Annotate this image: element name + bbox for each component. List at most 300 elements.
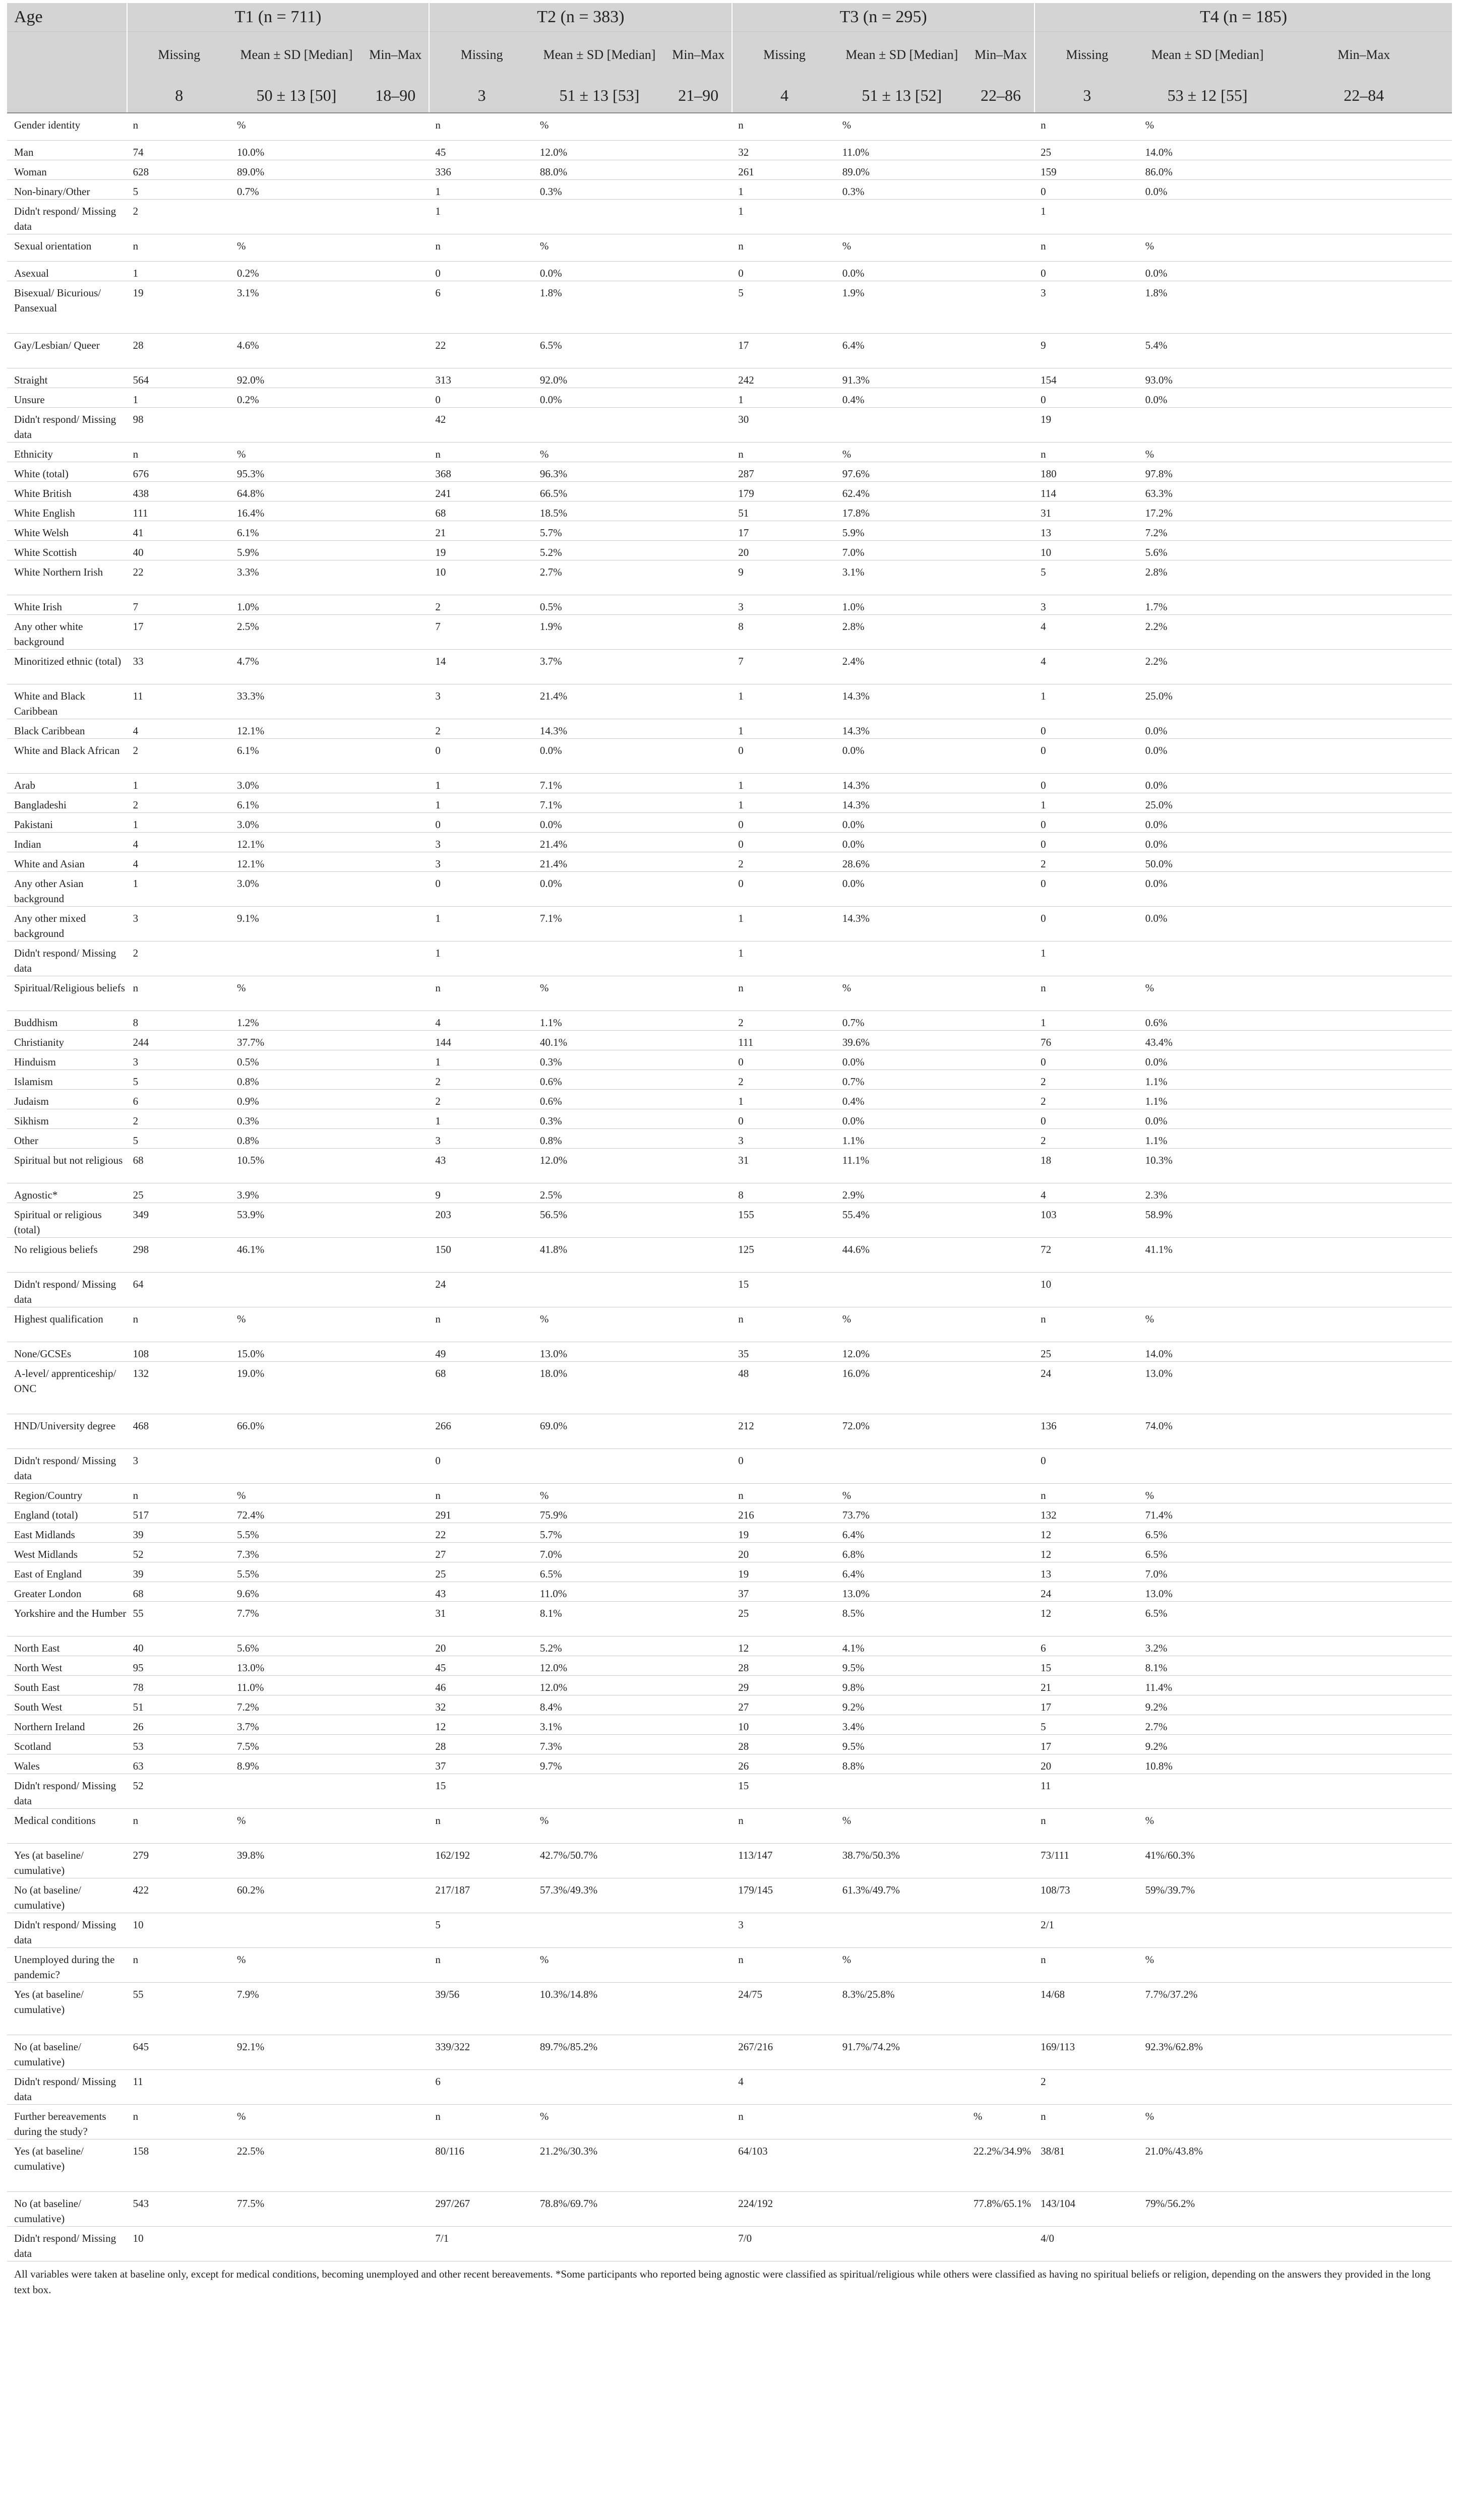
row-label: Spiritual but not religious: [7, 1148, 127, 1183]
table-cell: 1.0%: [836, 595, 967, 614]
table-cell: 0.0%: [1139, 1050, 1276, 1069]
table-cell: [967, 1562, 1035, 1582]
table-cell: 14/68: [1035, 1982, 1139, 2035]
table-row: [7, 1947, 1452, 1982]
table-row: [7, 614, 1452, 649]
table-cell: [1275, 1715, 1452, 1734]
table-cell: 25: [1035, 140, 1139, 160]
table-cell: [665, 2035, 732, 2069]
row-label: No (at baseline/ cumulative): [7, 2191, 127, 2226]
row-label: White Irish: [7, 595, 127, 614]
table-row: [7, 871, 1452, 906]
table-cell: [1275, 649, 1452, 684]
table-cell: 108: [127, 1342, 231, 1361]
table-cell: [967, 1542, 1035, 1562]
table-cell: n: [732, 1947, 836, 1982]
table-row: [7, 1656, 1452, 1675]
table-cell: 0.3%: [231, 1109, 362, 1128]
table-cell: [362, 407, 429, 442]
table-cell: 150: [429, 1237, 533, 1272]
row-label: No religious beliefs: [7, 1237, 127, 1272]
table-cell: 78: [127, 1675, 231, 1695]
table-cell: n: [732, 1808, 836, 1843]
table-cell: 1: [1035, 199, 1139, 234]
table-cell: 0: [1035, 1050, 1139, 1069]
table-row: [7, 1414, 1452, 1448]
table-cell: 1: [732, 719, 836, 738]
table-cell: 0.3%: [534, 1109, 665, 1128]
group-header-t4: T4 (n = 185): [1035, 3, 1452, 32]
table-cell: 0: [732, 871, 836, 906]
table-cell: 9.8%: [836, 1675, 967, 1695]
table-cell: 0: [732, 832, 836, 852]
table-cell: 12: [1035, 1601, 1139, 1636]
table-cell: 0.7%: [836, 1069, 967, 1089]
table-cell: [665, 2139, 732, 2191]
table-cell: 5: [127, 1128, 231, 1148]
table-cell: 7.1%: [534, 793, 665, 812]
table-cell: 3: [429, 852, 533, 871]
table-cell: [362, 1878, 429, 1913]
table-cell: 1: [429, 793, 533, 812]
table-cell: 7.2%: [231, 1695, 362, 1715]
table-cell: [665, 793, 732, 812]
table-cell: %: [1139, 234, 1276, 261]
table-cell: 92.3%/62.8%: [1139, 2035, 1276, 2069]
table-cell: [665, 1089, 732, 1109]
row-label: Islamism: [7, 1069, 127, 1089]
table-cell: 98: [127, 407, 231, 442]
minmax-header: Min–Max: [665, 32, 732, 79]
table-cell: 41%/60.3%: [1139, 1843, 1276, 1878]
table-cell: 1: [429, 941, 533, 976]
table-cell: [836, 2069, 967, 2104]
table-cell: 3.4%: [836, 1715, 967, 1734]
table-row: [7, 1843, 1452, 1878]
table-row: [7, 521, 1452, 540]
blank-header-cell: [7, 78, 127, 113]
table-cell: [1275, 1843, 1452, 1878]
table-cell: [362, 595, 429, 614]
table-cell: 2/1: [1035, 1913, 1139, 1947]
row-label: Agnostic*: [7, 1183, 127, 1203]
table-cell: [362, 160, 429, 179]
table-cell: [1275, 1069, 1452, 1089]
table-cell: 2: [732, 1069, 836, 1089]
table-cell: 64/103: [732, 2139, 836, 2191]
table-cell: 21.2%/30.3%: [534, 2139, 665, 2191]
table-cell: 179: [732, 481, 836, 501]
age-mean-t1: 50 ± 13 [50]: [231, 78, 362, 113]
table-cell: 224/192: [732, 2191, 836, 2226]
table-cell: 52: [127, 1774, 231, 1808]
table-cell: 0: [1035, 719, 1139, 738]
table-cell: 15: [429, 1774, 533, 1808]
table-row: [7, 1089, 1452, 1109]
table-cell: 179/145: [732, 1878, 836, 1913]
table-cell: [1139, 2226, 1276, 2261]
table-cell: 1.8%: [1139, 281, 1276, 333]
table-cell: [1275, 871, 1452, 906]
table-cell: 73.7%: [836, 1503, 967, 1523]
table-cell: [967, 1947, 1035, 1982]
table-cell: 2: [127, 793, 231, 812]
table-cell: 543: [127, 2191, 231, 2226]
table-cell: 159: [1035, 160, 1139, 179]
table-cell: [534, 2226, 665, 2261]
row-label: Minoritized ethnic (total): [7, 649, 127, 684]
table-cell: [665, 1695, 732, 1715]
table-cell: 2.8%: [1139, 560, 1276, 595]
table-cell: [1275, 388, 1452, 407]
table-cell: n: [732, 2104, 836, 2139]
table-cell: [1275, 333, 1452, 368]
table-cell: [665, 2104, 732, 2139]
table-cell: 266: [429, 1414, 533, 1448]
table-cell: 155: [732, 1203, 836, 1237]
table-cell: [1275, 1203, 1452, 1237]
table-cell: 0.7%: [231, 179, 362, 199]
table-cell: 6: [429, 281, 533, 333]
row-label: East of England: [7, 1562, 127, 1582]
table-cell: [665, 407, 732, 442]
table-cell: 11: [1035, 1774, 1139, 1808]
table-cell: 7: [429, 614, 533, 649]
table-cell: [1275, 1562, 1452, 1582]
table-cell: [1139, 1913, 1276, 1947]
table-cell: 0.0%: [1139, 388, 1276, 407]
table-cell: 5.7%: [534, 1523, 665, 1542]
row-label: Region/Country: [7, 1483, 127, 1503]
table-cell: [967, 2069, 1035, 2104]
table-cell: [967, 852, 1035, 871]
row-label: Non-binary/Other: [7, 179, 127, 199]
table-cell: [967, 1183, 1035, 1203]
table-cell: [665, 1203, 732, 1237]
table-cell: n: [127, 234, 231, 261]
table-cell: 5: [1035, 560, 1139, 595]
table-cell: [967, 199, 1035, 234]
table-cell: [362, 1601, 429, 1636]
table-cell: [362, 906, 429, 941]
table-cell: 0.0%: [534, 812, 665, 832]
row-label: Further bereavements during the study?: [7, 2104, 127, 2139]
table-cell: [534, 199, 665, 234]
table-cell: [362, 1050, 429, 1069]
table-cell: [665, 1523, 732, 1542]
table-row: [7, 976, 1452, 1011]
table-cell: 7.0%: [1139, 1562, 1276, 1582]
table-cell: [362, 738, 429, 773]
table-cell: 2.7%: [1139, 1715, 1276, 1734]
table-cell: 0: [1035, 179, 1139, 199]
table-cell: [665, 1069, 732, 1089]
table-cell: 13.0%: [1139, 1582, 1276, 1601]
table-cell: [1275, 540, 1452, 560]
table-cell: 1: [1035, 684, 1139, 719]
table-cell: 0: [429, 261, 533, 281]
table-cell: 17: [1035, 1734, 1139, 1754]
table-cell: [967, 1808, 1035, 1843]
table-cell: [362, 462, 429, 481]
table-cell: 86.0%: [1139, 160, 1276, 179]
table-cell: [665, 832, 732, 852]
table-cell: 2: [429, 1069, 533, 1089]
table-cell: 5.9%: [231, 540, 362, 560]
row-label: Didn't respond/ Missing data: [7, 1448, 127, 1483]
table-cell: [1139, 1448, 1276, 1483]
table-cell: 0: [429, 738, 533, 773]
row-label: Other: [7, 1128, 127, 1148]
table-cell: 3: [732, 1128, 836, 1148]
age-missing-t3: 4: [732, 78, 836, 113]
table-cell: [967, 1307, 1035, 1342]
age-range-t1: 18–90: [362, 78, 429, 113]
table-cell: 64.8%: [231, 481, 362, 501]
row-label: Any other white background: [7, 614, 127, 649]
table-cell: [665, 540, 732, 560]
table-cell: [967, 1483, 1035, 1503]
table-cell: 11: [127, 684, 231, 719]
table-cell: [665, 1050, 732, 1069]
table-row: [7, 1734, 1452, 1754]
table-cell: [967, 1636, 1035, 1656]
table-cell: n: [1035, 1947, 1139, 1982]
table-cell: [665, 1542, 732, 1562]
blank-header-cell: [7, 32, 127, 79]
table-cell: [362, 684, 429, 719]
table-cell: 7.3%: [534, 1734, 665, 1754]
missing-header: Missing: [732, 32, 836, 79]
row-label: White and Black African: [7, 738, 127, 773]
table-cell: [362, 1542, 429, 1562]
table-cell: 12.1%: [231, 852, 362, 871]
table-row: [7, 684, 1452, 719]
table-cell: n: [429, 1947, 533, 1982]
row-label: Bangladeshi: [7, 793, 127, 812]
table-cell: 0: [732, 812, 836, 832]
table-cell: [1275, 1913, 1452, 1947]
row-label: Sikhism: [7, 1109, 127, 1128]
table-cell: 12: [1035, 1523, 1139, 1542]
row-label: Didn't respond/ Missing data: [7, 1913, 127, 1947]
table-cell: [1275, 1982, 1452, 2035]
table-cell: [1275, 684, 1452, 719]
table-cell: %: [1139, 1947, 1276, 1982]
table-cell: n: [127, 1307, 231, 1342]
table-cell: [231, 407, 362, 442]
table-cell: 2: [127, 941, 231, 976]
table-cell: [665, 595, 732, 614]
table-cell: [665, 368, 732, 388]
table-cell: [665, 481, 732, 501]
table-cell: 15: [732, 1272, 836, 1307]
table-cell: [1275, 2139, 1452, 2191]
table-cell: 11.0%: [534, 1582, 665, 1601]
table-cell: 4: [429, 1011, 533, 1030]
table-cell: 44.6%: [836, 1237, 967, 1272]
table-cell: [665, 1011, 732, 1030]
table-cell: [665, 1675, 732, 1695]
row-label: Wales: [7, 1754, 127, 1774]
table-cell: [362, 1089, 429, 1109]
table-cell: 14.3%: [836, 684, 967, 719]
table-row: [7, 501, 1452, 521]
table-cell: 3.3%: [231, 560, 362, 595]
table-cell: 368: [429, 462, 533, 481]
table-cell: 180: [1035, 462, 1139, 481]
table-cell: 0: [1035, 388, 1139, 407]
table-cell: 7.5%: [231, 1734, 362, 1754]
table-cell: [967, 560, 1035, 595]
table-cell: [1275, 1582, 1452, 1601]
table-cell: 39: [127, 1562, 231, 1582]
table-row: [7, 941, 1452, 976]
table-cell: [1275, 560, 1452, 595]
table-cell: [967, 1878, 1035, 1913]
table-cell: %: [1139, 442, 1276, 462]
table-cell: [1275, 906, 1452, 941]
table-cell: 4.1%: [836, 1636, 967, 1656]
table-cell: 21: [1035, 1675, 1139, 1695]
table-cell: [665, 1715, 732, 1734]
minmax-header: Min–Max: [362, 32, 429, 79]
table-cell: 40: [127, 1636, 231, 1656]
table-cell: 3.1%: [836, 560, 967, 595]
table-cell: [1275, 1656, 1452, 1675]
table-cell: 8.9%: [231, 1754, 362, 1774]
table-cell: [665, 140, 732, 160]
table-cell: 1: [429, 773, 533, 793]
table-cell: 46.1%: [231, 1237, 362, 1272]
table-cell: [665, 1562, 732, 1582]
table-cell: n: [127, 1808, 231, 1843]
table-row: [7, 281, 1452, 333]
table-cell: [362, 388, 429, 407]
table-cell: 18.0%: [534, 1361, 665, 1414]
table-cell: 10.3%: [1139, 1148, 1276, 1183]
table-cell: 0: [429, 388, 533, 407]
table-cell: 6.4%: [836, 1523, 967, 1542]
table-cell: n: [127, 1947, 231, 1982]
table-cell: n: [127, 976, 231, 1011]
table-cell: [1275, 852, 1452, 871]
table-row: [7, 560, 1452, 595]
table-row: [7, 595, 1452, 614]
table-cell: 63: [127, 1754, 231, 1774]
table-cell: 10: [127, 2226, 231, 2261]
table-cell: [1275, 1237, 1452, 1272]
table-cell: 3: [1035, 595, 1139, 614]
table-cell: [665, 1947, 732, 1982]
table-cell: 22: [429, 1523, 533, 1542]
table-cell: 3: [732, 1913, 836, 1947]
table-cell: 22.5%: [231, 2139, 362, 2191]
table-cell: 12.0%: [534, 1148, 665, 1183]
table-cell: [967, 1754, 1035, 1774]
table-cell: 1.1%: [836, 1128, 967, 1148]
table-cell: [1275, 1361, 1452, 1414]
table-cell: [534, 1774, 665, 1808]
table-cell: [665, 906, 732, 941]
table-cell: 72.0%: [836, 1414, 967, 1448]
table-cell: 8.4%: [534, 1695, 665, 1715]
table-cell: 2.4%: [836, 649, 967, 684]
table-cell: 24: [429, 1272, 533, 1307]
table-cell: 42.7%/50.7%: [534, 1843, 665, 1878]
row-label: Arab: [7, 773, 127, 793]
row-label: Indian: [7, 832, 127, 852]
table-cell: 5.6%: [231, 1636, 362, 1656]
table-row: [7, 1069, 1452, 1089]
table-cell: 1: [732, 906, 836, 941]
table-cell: 0.0%: [1139, 261, 1276, 281]
table-cell: 22.2%/34.9%: [967, 2139, 1035, 2191]
age-range-t4: 22–84: [1275, 78, 1452, 113]
table-cell: [362, 1128, 429, 1148]
table-row: [7, 1601, 1452, 1636]
table-cell: 2.8%: [836, 614, 967, 649]
table-cell: [967, 1342, 1035, 1361]
table-cell: [362, 2104, 429, 2139]
table-row: [7, 2226, 1452, 2261]
table-row: [7, 1636, 1452, 1656]
table-cell: [967, 976, 1035, 1011]
table-cell: 6: [127, 1089, 231, 1109]
row-label: None/GCSEs: [7, 1342, 127, 1361]
table-cell: [665, 684, 732, 719]
table-cell: 0: [1035, 1448, 1139, 1483]
table-cell: 42: [429, 407, 533, 442]
table-row: [7, 649, 1452, 684]
row-label: Didn't respond/ Missing data: [7, 2226, 127, 2261]
row-label: Black Caribbean: [7, 719, 127, 738]
table-cell: [836, 1913, 967, 1947]
table-cell: [362, 261, 429, 281]
table-cell: 39: [127, 1523, 231, 1542]
table-cell: 10.5%: [231, 1148, 362, 1183]
table-row: [7, 832, 1452, 852]
table-cell: 217/187: [429, 1878, 533, 1913]
table-cell: n: [732, 1307, 836, 1342]
table-cell: [967, 1503, 1035, 1523]
table-cell: [967, 160, 1035, 179]
table-cell: [1139, 2069, 1276, 2104]
table-cell: n: [732, 976, 836, 1011]
table-cell: n: [429, 976, 533, 1011]
table-cell: 17: [732, 521, 836, 540]
table-cell: 0.5%: [534, 595, 665, 614]
table-cell: 43: [429, 1582, 533, 1601]
table-row: [7, 407, 1452, 442]
table-row: [7, 368, 1452, 388]
table-cell: [534, 2069, 665, 2104]
table-cell: [665, 1636, 732, 1656]
table-cell: 9.2%: [1139, 1695, 1276, 1715]
age-missing-t1: 8: [127, 78, 231, 113]
table-row: [7, 1237, 1452, 1272]
table-cell: 35: [732, 1342, 836, 1361]
table-cell: [1275, 281, 1452, 333]
row-label: White (total): [7, 462, 127, 481]
table-cell: 89.0%: [231, 160, 362, 179]
table-cell: [362, 521, 429, 540]
table-cell: 0.5%: [231, 1050, 362, 1069]
row-label: Judaism: [7, 1089, 127, 1109]
table-cell: 0.8%: [231, 1069, 362, 1089]
table-cell: n: [429, 1808, 533, 1843]
table-cell: [665, 462, 732, 481]
